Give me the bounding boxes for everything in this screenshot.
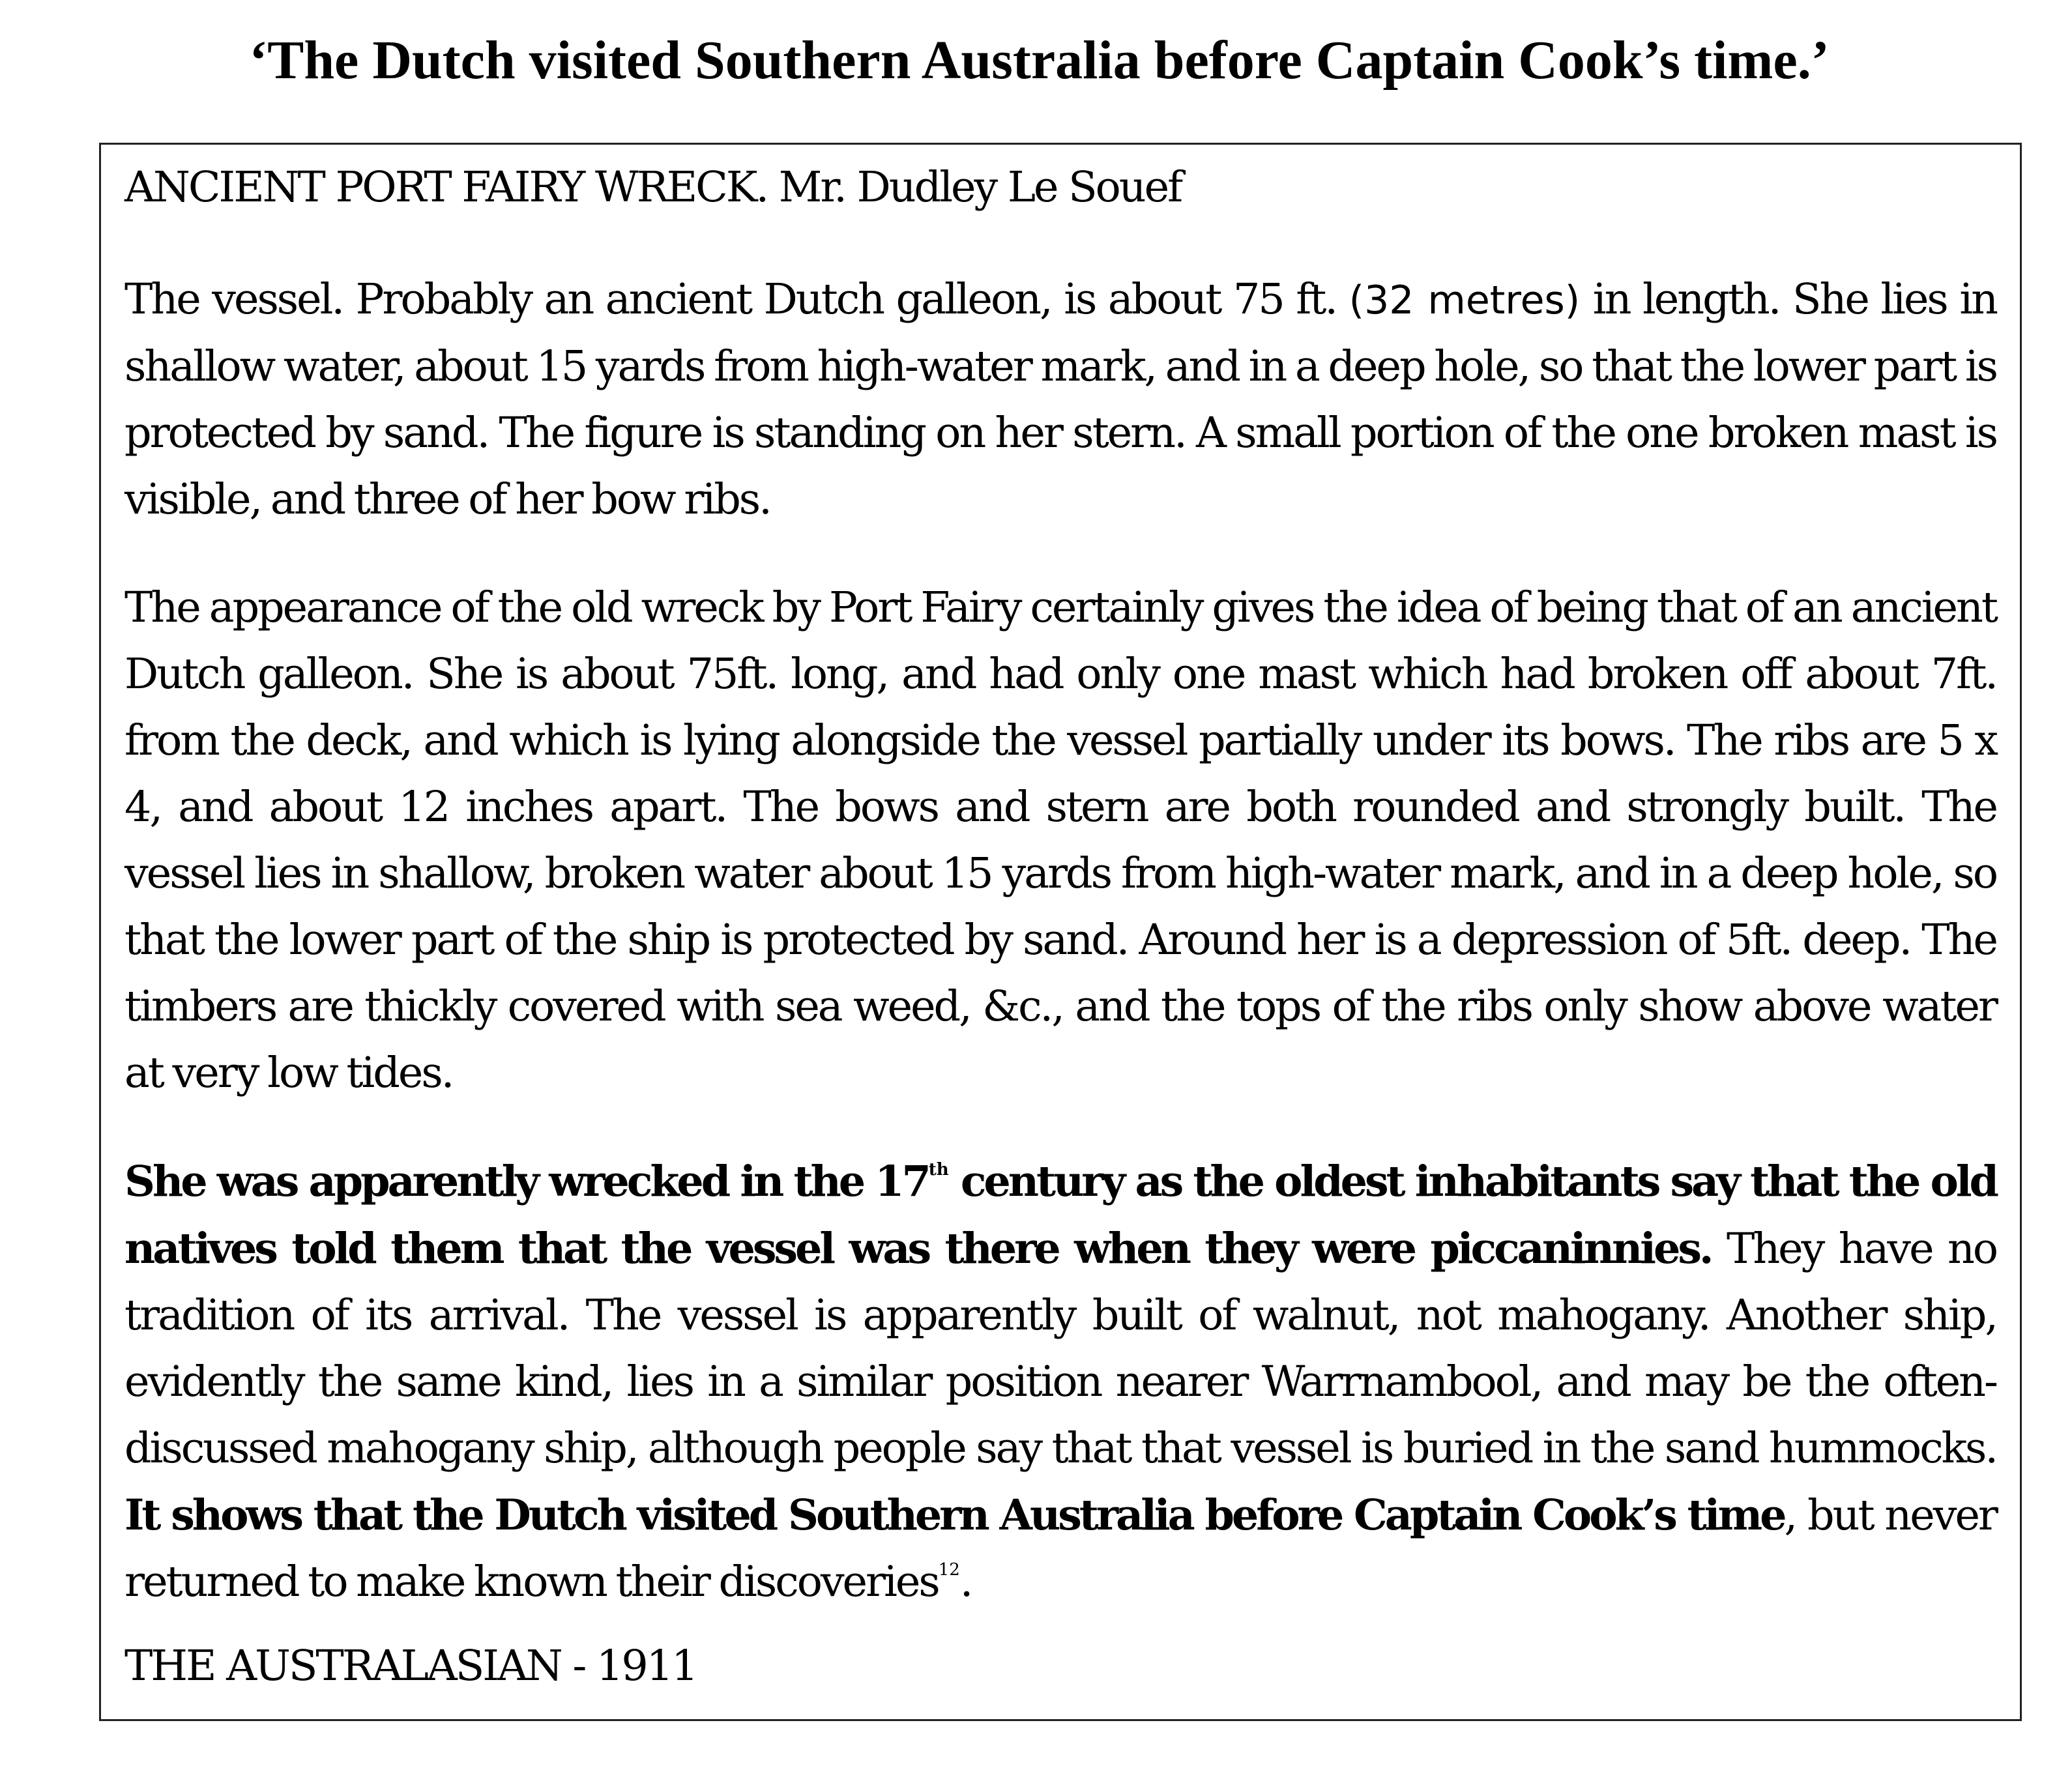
footnote-marker: 12: [938, 1560, 960, 1580]
paragraph-3-text-end: , but never returned to make known their discoveries: [124, 1491, 1996, 1606]
bold-passage-1-end: century as the oldest inhabitants say that the old natives told them that the vessel was there when they were piccaninnies.: [124, 1157, 1996, 1273]
paragraph-3-period: .: [959, 1558, 972, 1606]
paragraph-1-text-end: in length. She lies in shallow water, about 15 yards from high-water mark, and in a deep hole, so that the lower part is protected by sand. The figure is standing on her stern. A small portion of the one broken mast is visible, and three of her bow ribs.: [124, 275, 1996, 524]
article-paragraph-2: The appearance of the old wreck by Port Fairy certainly gives the idea of being that of an ancient Dutch galleon. She is about 75ft. long, and had only one mast which had broken off about 7ft. from the deck, and which is lying alongside the vessel partially under its bows. The ribs are 5 x 4, and about 12 inches apart. The bows and stern are both rounded and strongly built. The vessel lies in shallow, broken water about 15 yards from high-water mark, and in a deep hole, so that the lower part of the ship is protected by sand. Around her is a depression of 5ft. deep. The timbers are thickly covered with sea weed, &c., and the tops of the ribs only show above water at very low tides.: [124, 583, 1996, 1097]
page-title: ‘The Dutch visited Southern Australia before Captain Cook’s time.’: [249, 30, 1830, 91]
paragraph-3-text-middle: They have no tradition of its arrival. The vessel is apparently built of walnut, not mahogany. Another ship, evidently the same kind, lies in a similar position nearer Warrnambool, and may be the often-discussed mahogany ship, although people say that that vessel is buried in the sand hummocks.: [124, 1225, 1996, 1473]
bold-passage-2: It shows that the Dutch visited Southern Australia before Captain Cook’s time: [124, 1490, 1785, 1540]
ordinal-superscript: th: [928, 1160, 949, 1180]
article-heading: ANCIENT PORT FAIRY WRECK. Mr. Dudley Le Souef: [124, 163, 1182, 212]
article-paragraph-1: [124, 267, 1996, 533]
paragraph-1-text-start: The vessel. Probably an ancient Dutch galleon, is about 75 ft.: [124, 275, 1349, 324]
article-box: [99, 143, 2022, 1721]
metric-conversion: (32 metres): [1349, 278, 1581, 323]
source-citation: THE AUSTRALASIAN - 1911: [124, 1642, 697, 1690]
bold-passage-1-start: She was apparently wrecked in the 17: [124, 1157, 929, 1206]
article-paragraph-3: [124, 1148, 1996, 1616]
